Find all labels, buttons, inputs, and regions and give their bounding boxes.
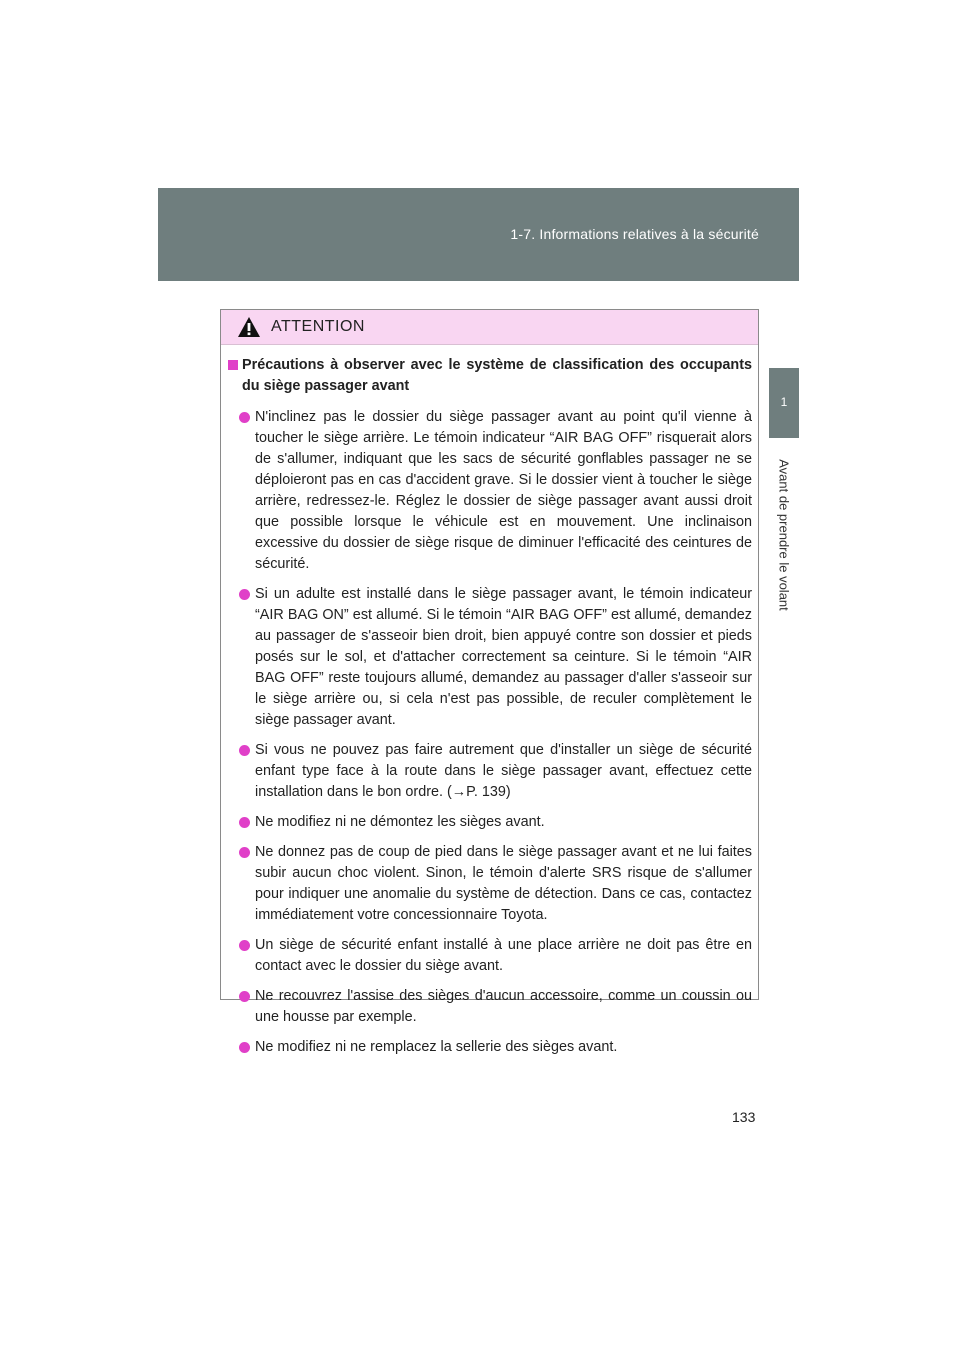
list-item <box>228 986 752 1028</box>
list-item <box>228 812 752 833</box>
section-heading-text: Précautions à observer avec le système de classification des occupants du siège passager avant <box>242 357 752 394</box>
circle-bullet-icon <box>239 1042 250 1053</box>
list-item <box>228 740 752 803</box>
list-item <box>228 1037 752 1058</box>
circle-bullet-icon <box>239 589 250 600</box>
list-item-text: Ne modifiez ni ne remplacez la sellerie des sièges avant. <box>255 1039 618 1055</box>
caution-item-list <box>228 407 752 1058</box>
list-item-text: Si un adulte est installé dans le siège passager avant, le témoin indicateur “AIR BAG ON” est allumé. Si le témoin “AIR BAG OFF” est allumé, demandez au passager de s'asseoir bien droit, bien appuyé contre son dossier et pieds posés sur le sol, et d'attacher correctement sa ceinture. Si le témoin “AIR BAG OFF” reste toujours allumé, demandez au passager d'aller s'asseoir sur le siège arrière ou, si cela n'est pas possible, de reculer complètement le siège passager avant. <box>255 586 752 728</box>
page-number: 133 <box>732 1109 756 1125</box>
list-item-text: Un siège de sécurité enfant installé à une place arrière ne doit pas être en contact avec le dossier du siège avant. <box>255 937 752 974</box>
list-item-text: N'inclinez pas le dossier du siège passager avant au point qu'il vienne à toucher le siège arrière. Le témoin indicateur “AIR BAG OFF” risquerait alors de s'allumer, indiquant que les sacs de sécurité gonflables passager ne se déploieront pas en cas d'accident grave. Si le dossier vient à toucher le siège arrière, redressez-le. Réglez le dossier de siège passager avant aussi droit que possible lorsque le véhicule est en mouvement. Une inclinaison excessive du dossier de siège risque de diminuer l'efficacité des ceintures de sécurité. <box>255 409 752 572</box>
chapter-title: 1-7. Informations relatives à la sécurité <box>510 226 759 242</box>
circle-bullet-icon <box>239 991 250 1002</box>
square-bullet-icon <box>228 360 238 370</box>
list-item <box>228 584 752 731</box>
caution-body <box>221 345 758 1058</box>
list-item <box>228 407 752 575</box>
list-item-text: Ne recouvrez l'assise des sièges d'aucun accessoire, comme un coussin ou une housse par exemple. <box>255 988 752 1025</box>
caution-title: ATTENTION <box>271 318 365 335</box>
caution-header <box>221 310 758 345</box>
circle-bullet-icon <box>239 940 250 951</box>
circle-bullet-icon <box>239 412 250 423</box>
chapter-side-tab <box>769 368 799 438</box>
chapter-header-band <box>158 188 799 281</box>
circle-bullet-icon <box>239 745 250 756</box>
chapter-number: 1 <box>780 395 788 409</box>
list-item <box>228 842 752 926</box>
section-heading <box>228 355 752 397</box>
list-item <box>228 935 752 977</box>
caution-box <box>220 309 759 1055</box>
chapter-side-label: Avant de prendre le volant <box>776 459 792 611</box>
circle-bullet-icon <box>239 847 250 858</box>
warning-triangle-icon <box>237 316 261 338</box>
list-item-text: Ne donnez pas de coup de pied dans le siège passager avant et ne lui faites subir aucun choc violent. Sinon, le témoin d'alerte SRS risque de s'allumer pour indiquer une anomalie du système de détection. Dans ce cas, contactez immédiatement votre concessionnaire Toyota. <box>255 844 752 923</box>
list-item-text: Si vous ne pouvez pas faire autrement que d'installer un siège de sécurité enfant type face à la route dans le siège passager avant, effectuez cette installation dans le bon ordre. (→P. 139) <box>255 742 752 800</box>
list-item-text: Ne modifiez ni ne démontez les sièges avant. <box>255 814 545 830</box>
circle-bullet-icon <box>239 817 250 828</box>
